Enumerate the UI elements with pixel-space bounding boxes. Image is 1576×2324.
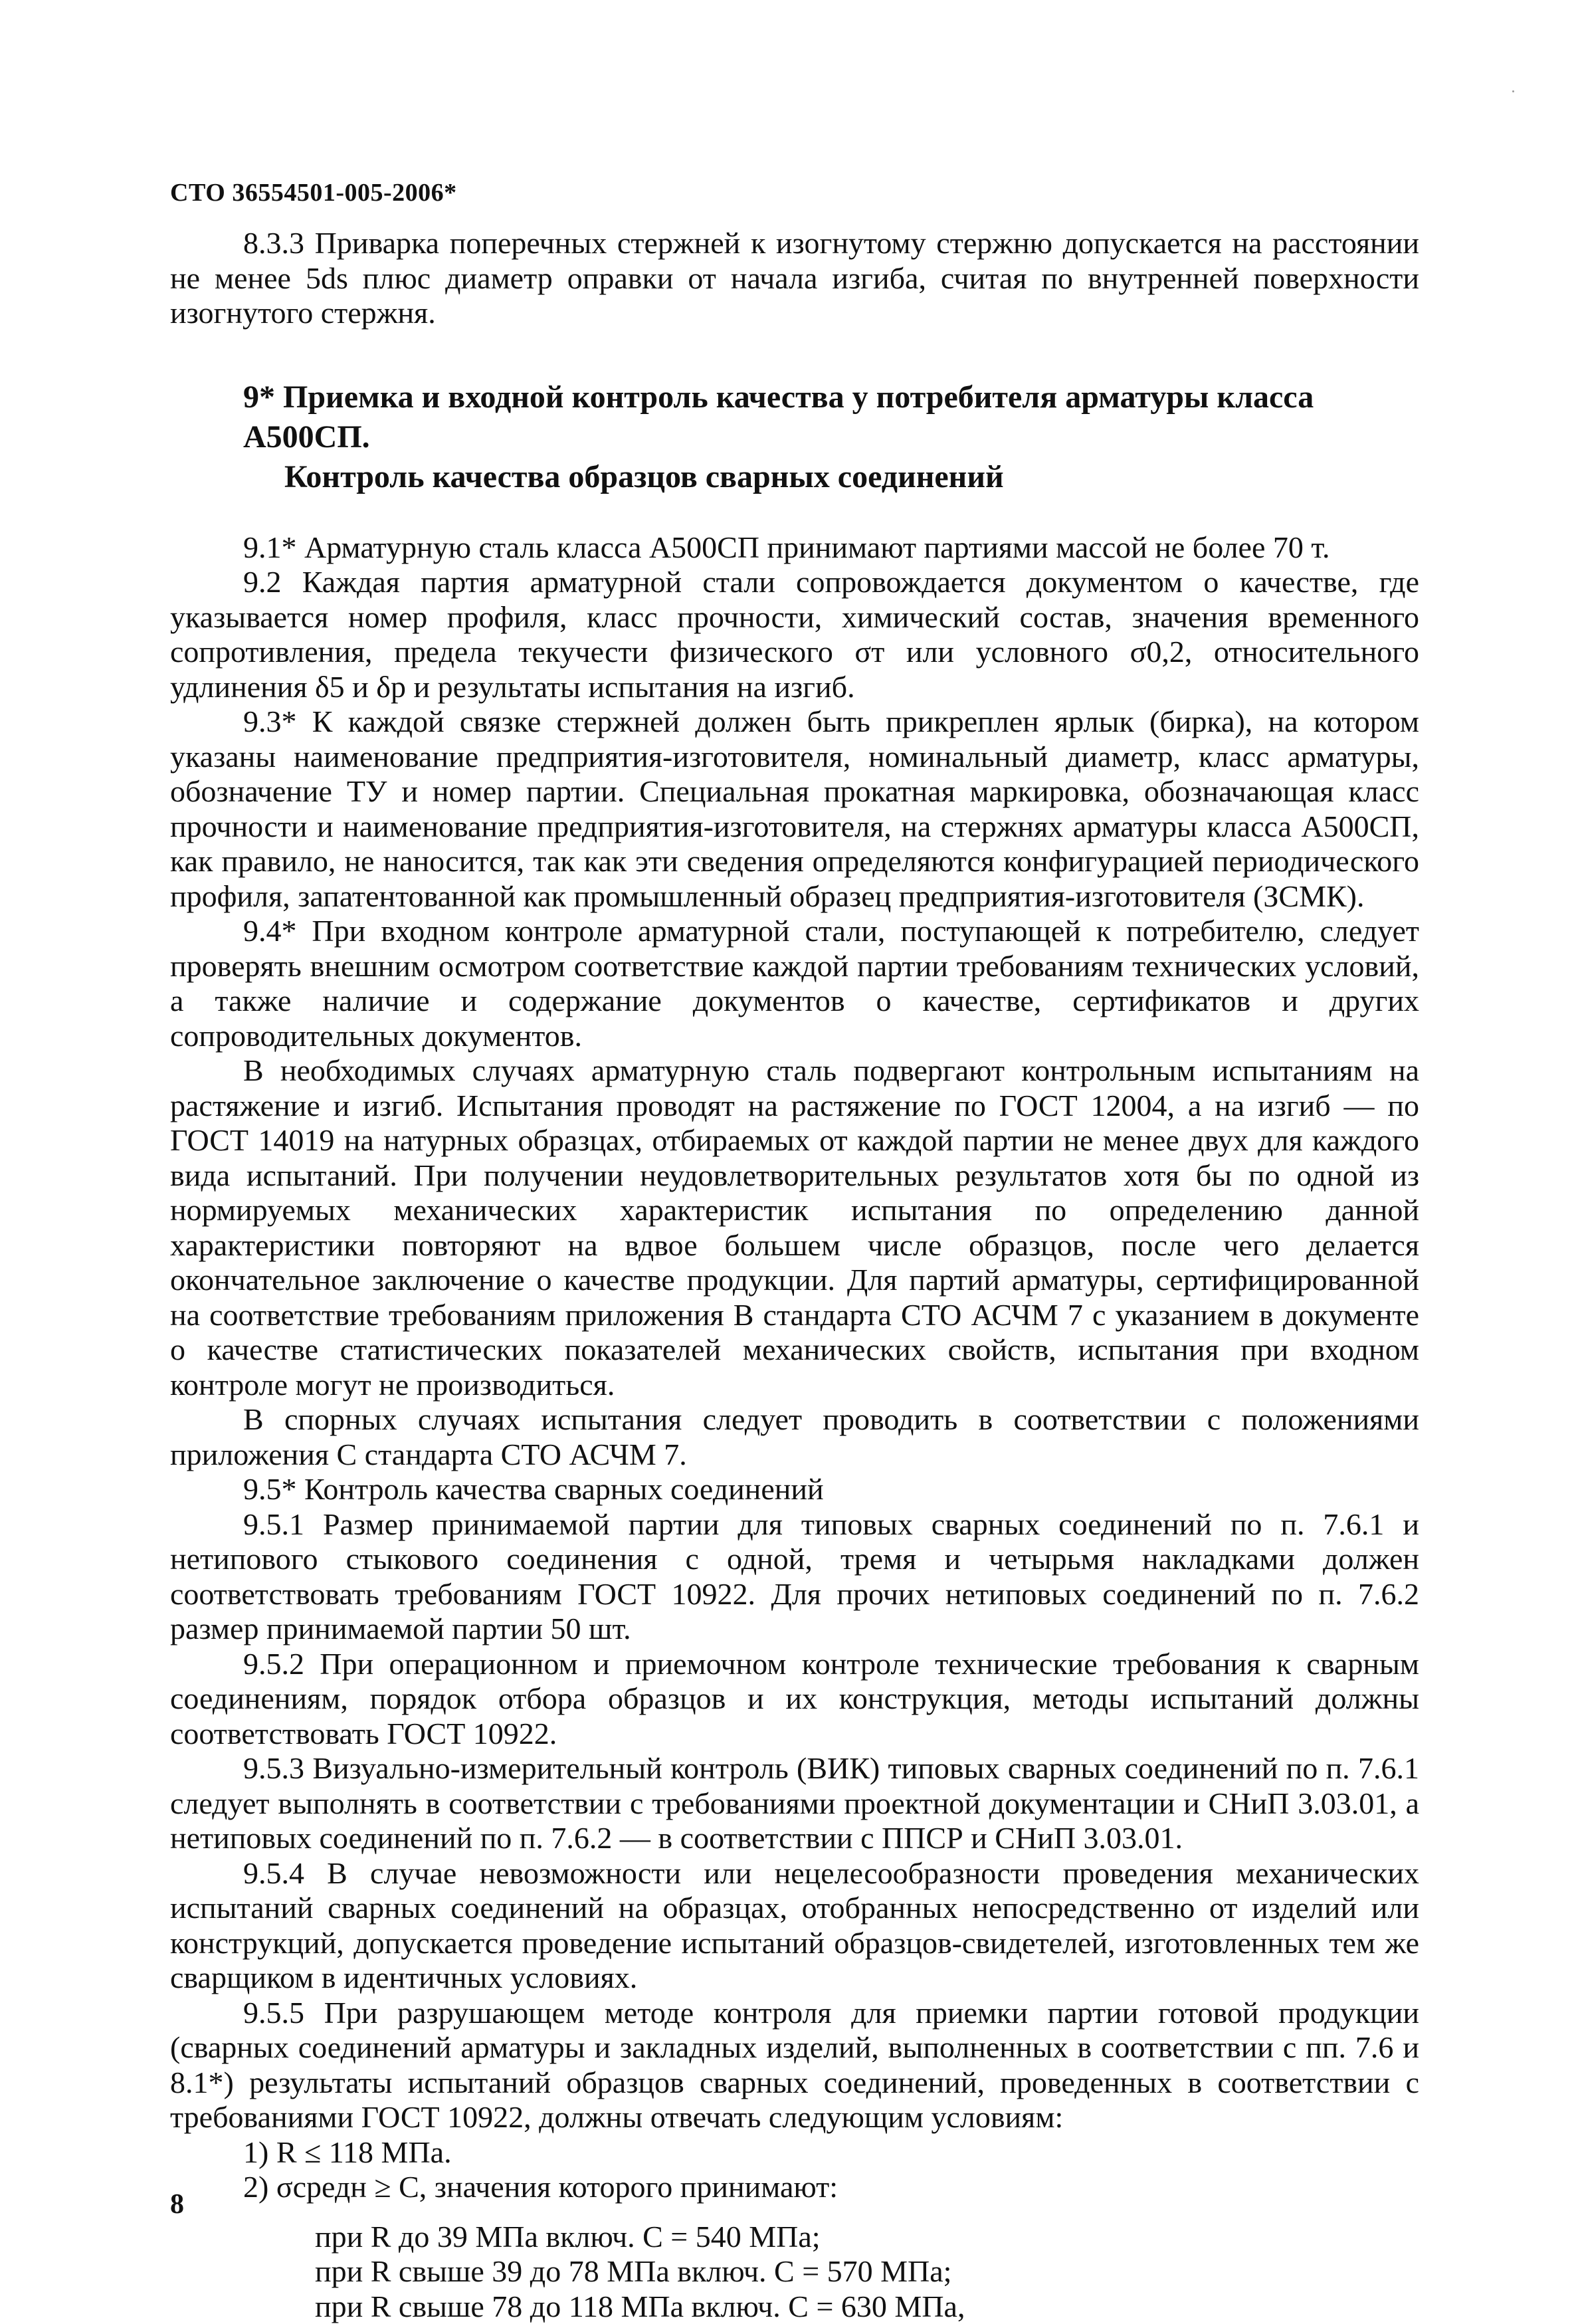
condition-2: 2) σсредн ≥ C, значения которого принимают: [170,2170,1419,2205]
sub-condition-1: при R до 39 МПа включ. C = 540 МПа; [315,2220,1419,2255]
document-body [170,226,1419,2324]
condition-2-values [170,2220,1419,2324]
condition-1: 1) R ≤ 118 МПа. [170,2135,1419,2170]
paragraph-9-5-2: 9.5.2 При операционном и приемочном контроле технические требования к сварным соединениям, порядок отбора образцов и их конструкция, методы испытаний должны соответствовать ГОСТ 10922. [170,1647,1419,1752]
page-number: 8 [170,2188,184,2220]
paragraph-9-4: 9.4* При входном контроле арматурной стали, поступающей к потребителю, следует проверять внешним осмотром соответствие каждой партии требованиям технических условий, а также наличие и содержание документов о качестве, сертификатов и других сопроводительных документов. [170,914,1419,1053]
sub-condition-3: при R свыше 78 до 118 МПа включ. C = 630 МПа, [315,2289,1419,2324]
paragraph-9-1: 9.1* Арматурную сталь класса А500СП принимают партиями массой не более 70 т. [170,530,1419,566]
sub-condition-2: при R свыше 39 до 78 МПа включ. C = 570 МПа; [315,2254,1419,2289]
paragraph-9-5-4: 9.5.4 В случае невозможности или нецелесообразности проведения механических испытаний сварных соединений на образцах, отобранных непосредственно от изделий или конструкций, допускается проведение испытаний образцов-свидетелей, изготовленных тем же сварщиком в идентичных условиях. [170,1856,1419,1996]
paragraph-control-tests: В необходимых случаях арматурную сталь подвергают контрольным испытаниям на растяжение и изгиб. Испытания проводят на растяжение по ГОСТ 12004, а на изгиб — по ГОСТ 14019 на натурных образцах, отбираемых от каждой партии не менее двух для каждого вида испытаний. При получении неудовлетворительных результатов хотя бы по одной из нормируемых механических характеристик испытания по определению данной характеристики повторяют на вдвое большем числе образцов, после чего делается окончательное заключение о качестве продукции. Для партий арматуры, сертифицированной на соответствие требованиям приложения В стандарта СТО АСЧМ 7 с указанием в документе о качестве статистических показателей механических свойств, испытания при входном контроле могут не производиться. [170,1053,1419,1402]
document-code: СТО 36554501-005-2006* [170,178,457,207]
paragraph-disputes: В спорных случаях испытания следует проводить в соответствии с положениями приложения С стандарта СТО АСЧМ 7. [170,1402,1419,1472]
section-9-heading [170,377,1419,497]
scan-speck [1512,90,1514,92]
paragraph-9-5-3: 9.5.3 Визуально-измерительный контроль (ВИК) типовых сварных соединений по п. 7.6.1 следует выполнять в соответствии с требованиями проектной документации и СНиП 3.03.01, а нетиповых соединений по п. 7.6.2 — в соответствии с ППСР и СНиП 3.03.01. [170,1751,1419,1856]
paragraph-8-3-3: 8.3.3 Приварка поперечных стержней к изогнутому стержню допускается на расстоянии не менее 5ds плюс диаметр оправки от начала изгиба, считая по внутренней поверхности изогнутого стержня. [170,226,1419,331]
section-9-heading-line-1: 9* Приемка и входной контроль качества у потребителя арматуры класса А500СП. [243,377,1419,457]
paragraph-9-2: 9.2 Каждая партия арматурной стали сопровождается документом о качестве, где указывается номер профиля, класс прочности, химический состав, значения временного сопротивления, предела текучести физического σт или условного σ0,2, относительного удлинения δ5 и δр и результаты испытания на изгиб. [170,565,1419,704]
paragraph-9-5-1: 9.5.1 Размер принимаемой партии для типовых сварных соединений по п. 7.6.1 и нетипового стыкового соединения с одной, тремя и четырьмя накладками должен соответствовать требованиям ГОСТ 10922. Для прочих нетиповых соединений по п. 7.6.2 размер принимаемой партии 50 шт. [170,1507,1419,1647]
paragraph-9-5: 9.5* Контроль качества сварных соединений [170,1472,1419,1507]
section-9-heading-line-2: Контроль качества образцов сварных соединений [243,457,1419,497]
paragraph-9-5-5: 9.5.5 При разрушающем методе контроля для приемки партии готовой продукции (сварных соединений арматуры и закладных изделий, выполненных в соответствии с пп. 7.6 и 8.1*) результаты испытаний образцов сварных соединений, проведенных в соответствии с требованиями ГОСТ 10922, должны отвечать следующим условиям: [170,1996,1419,2135]
paragraph-9-3: 9.3* К каждой связке стержней должен быть прикреплен ярлык (бирка), на котором указаны наименование предприятия-изготовителя, номинальный диаметр, класс арматуры, обозначение ТУ и номер партии. Специальная прокатная маркировка, обозначающая класс прочности и наименование предприятия-изготовителя, на стержнях арматуры класса А500СП, как правило, не наносится, так как эти сведения определяются конфигурацией периодического профиля, запатентованной как промышленный образец предприятия-изготовителя (ЗСМК). [170,704,1419,914]
